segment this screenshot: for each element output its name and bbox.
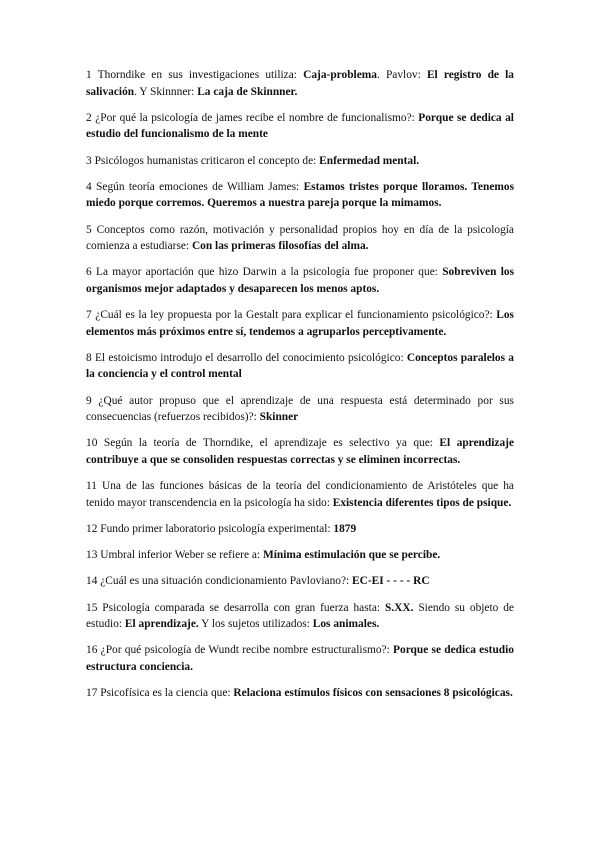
question-number: 4 [86,180,92,193]
question-text: ¿Cuál es la ley propuesta por la Gestalt para explicar el funcionamiento psicológico?: [95,309,497,322]
question-text: Fundo primer laboratorio psicología experimental: [100,523,334,535]
question-number: 11 [86,480,97,493]
question-4 [86,179,514,212]
question-13 [86,547,514,564]
question-3 [86,153,514,170]
question-2 [86,110,514,143]
answer-text: Los animales. [312,618,380,631]
question-text: Umbral inferior Weber se refiere a: [100,549,263,562]
question-text: Y los sujetos utilizados: [198,618,313,631]
question-8 [86,350,514,383]
question-text: Una de las funciones básicas de la teoría del condicionamiento de Aristóteles que ha tenido mayor transcendencia en la psicología ha sido: [86,480,514,509]
question-number: 13 [86,549,98,562]
question-text: ¿Por qué la psicología de james recibe el nombre de funcionalismo?: [95,111,419,124]
answer-text: Porque se dedica al estudio del funcionalismo de la mente [86,111,514,141]
answer-text: Porque se dedica estudio estructura conciencia. [86,644,514,673]
question-text: Conceptos como razón, motivación y personalidad propios hoy en día de la psicología comienza a estudiarse: [86,223,514,253]
question-text: ¿Cuál es una situación condicionamiento Pavloviano?: [100,575,353,588]
question-text: ¿Qué autor propuso que el aprendizaje de una respuesta está determinado por sus consecuencias (refuerzos recibidos)?: [86,394,514,424]
question-number: 17 [86,687,98,700]
answer-text: La caja de Skinnner. [197,85,298,98]
question-text: Según teoría emociones de William James: [96,180,304,193]
answer-text: Los elementos más próximos entre sí, tendemos a agruparlos perceptivamente. [86,309,514,338]
answer-text: El registro de la salivación [86,69,514,98]
question-number: 5 [86,223,92,236]
answer-text: Mínima estimulación que se percibe. [262,549,441,562]
question-text: Thorndike en sus investigaciones utiliza: [97,69,304,81]
question-number: 14 [86,575,98,588]
question-number: 6 [86,266,92,279]
question-number: 12 [86,523,98,535]
answer-text: Caja-problema [303,69,377,81]
question-9 [86,393,514,426]
answer-text: Enfermedad mental. [319,154,420,167]
question-10 [86,435,514,468]
question-number: 7 [86,309,92,322]
question-text: Psicofísica es la ciencia que: [100,687,234,700]
question-text: Psicólogos humanistas criticaron el concepto de: [94,154,320,167]
question-text: Psicología comparada se desarrolla con gran fuerza hasta: [102,601,385,614]
question-14 [86,573,514,590]
question-text: Según la teoría de Thorndike, el aprendizaje es selectivo ya que: [103,437,440,450]
question-text: Siendo su objeto de estudio: [86,601,514,631]
question-6 [86,264,514,297]
question-list [86,67,514,702]
question-number: 16 [86,644,98,657]
question-7 [86,307,514,340]
question-number: 10 [86,437,98,450]
question-text: . Pavlov: [376,69,427,81]
question-1 [86,67,514,100]
question-12 [86,521,514,538]
question-number: 8 [86,351,92,364]
question-text: ¿Por qué psicología de Wundt recibe nombre estructuralismo?: [100,644,394,657]
answer-text: Relaciona estímulos físicos con sensaciones 8 psicológicas. [233,687,513,700]
question-number: 3 [86,154,92,167]
question-text: El estoicismo introdujo el desarrollo del conocimiento psicológico: [94,351,407,364]
answer-text: El aprendizaje contribuye a que se consoliden respuestas correctas y se eliminen incorrectas. [86,437,514,467]
answer-text: Estamos tristes porque lloramos. Tenemos miedo porque corremos. Queremos a nuestra pareja porque la mimamos. [86,180,514,210]
answer-text: Conceptos paralelos a la conciencia y el control mental [86,351,514,381]
question-11 [86,478,514,511]
question-number: 15 [86,601,98,614]
answer-text: EC-EI - - - - RC [352,575,430,588]
question-17 [86,685,514,702]
answer-text: S.XX. [384,601,414,614]
question-15 [86,600,514,633]
question-number: 2 [86,111,92,124]
question-16 [86,642,514,675]
answer-text: Con las primeras filosofías del alma. [191,240,369,253]
answer-text: Sobreviven los organismos mejor adaptados y desaparecen los menos aptos. [86,266,514,295]
answer-text: 1879 [333,523,357,535]
answer-text: Skinner [259,411,299,424]
answer-text: Existencia diferentes tipos de psique. [332,496,512,509]
question-text: La mayor aportación que hizo Darwin a la psicología fue proponer que: [96,266,443,279]
question-5 [86,222,514,255]
answer-text: El aprendizaje. [124,618,199,631]
question-number: 9 [86,394,92,407]
question-number: 1 [86,69,92,81]
question-text: . Y Skinnner: [134,85,198,98]
